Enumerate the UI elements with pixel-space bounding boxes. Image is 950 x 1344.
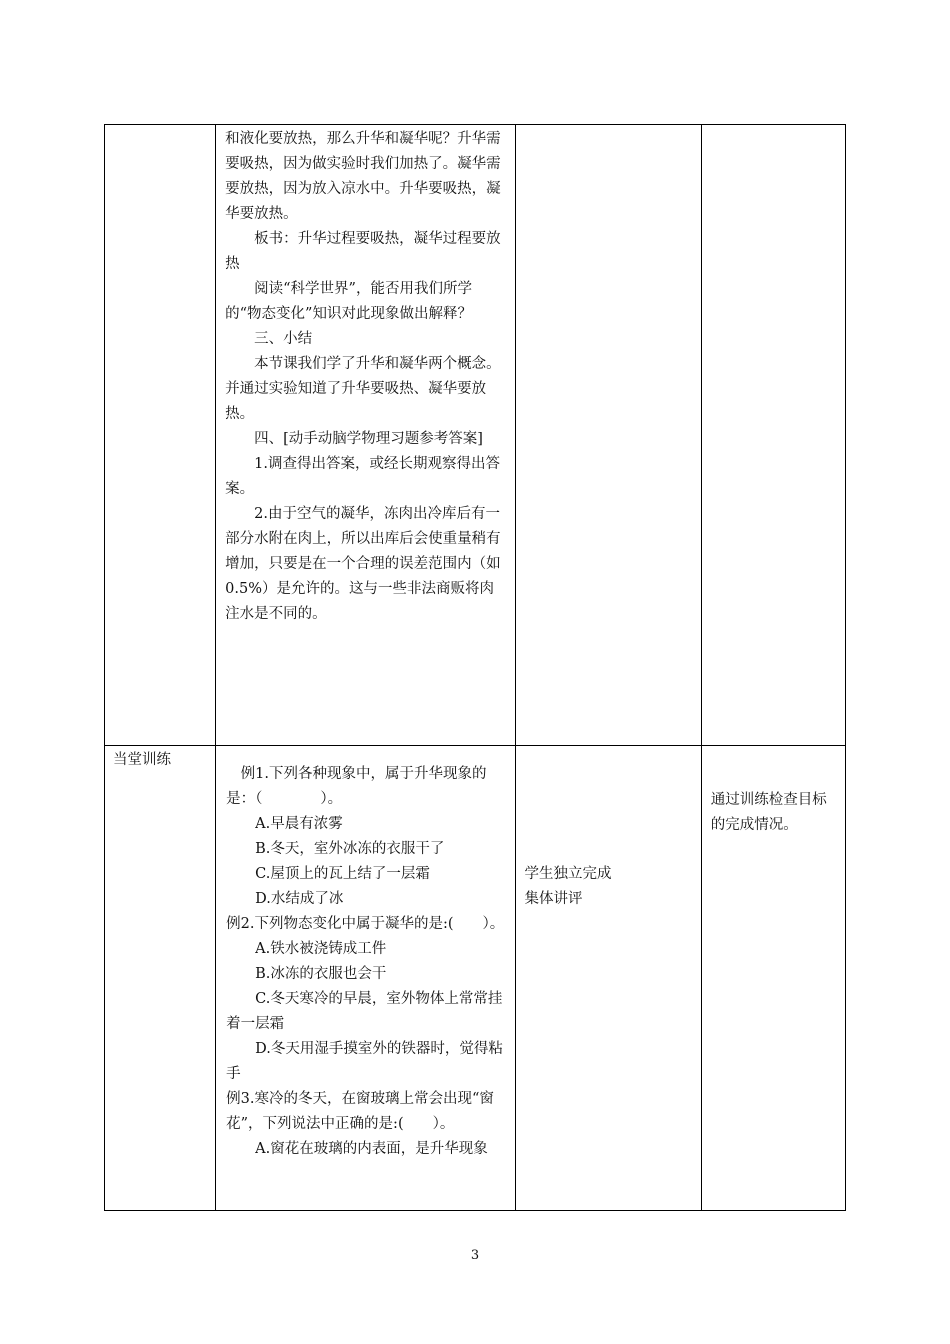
paragraph: 例2.下列物态变化中属于凝华的是:( ）。 [226,916,505,932]
paragraph: 例1.下列各种现象中，属于升华现象的是：（ ）。 [226,766,487,807]
exercise-content [216,746,514,1162]
paragraph: A.早晨有浓雾 [255,816,343,832]
paragraph: B.冰冻的衣服也会干 [255,966,387,982]
table-row [105,125,846,746]
paragraph: 1.调查得出答案，或经长期观察得出答案。 [225,456,500,497]
paragraph: 三、小结 [254,331,313,347]
stage-label: 当堂训练 [113,752,171,768]
paragraph: D.冬天用湿手摸室外的铁器时，觉得粘手 [226,1041,503,1082]
paragraph: 例3.寒冷的冬天，在窗玻璃上常会出现“窗花”，下列说法中正确的是:( ）。 [226,1091,494,1132]
stage-label-cell [105,125,216,746]
paragraph: 四、[动手动脑学物理习题参考答案] [254,431,483,447]
design-intent-cell [701,746,845,1211]
paragraph: 2.由于空气的凝华，冻肉出冷库后有一部分水附在肉上，所以出库后会使重量稍有增加，只要是在一个合理的误差范围内（如0.5%）是允许的。这与一些非法商贩将肉注水是不同的。 [225,506,501,622]
paragraph: A.铁水被浇铸成工件 [255,941,387,957]
paragraph: C.冬天寒冷的早晨，室外物体上常常挂着一层霜 [226,991,503,1032]
paragraph: B.冬天，室外冰冻的衣服干了 [255,841,445,857]
lesson-plan-table [104,124,846,1211]
page-number: 3 [470,1248,480,1263]
paragraph: 板书：升华过程要吸热，凝华过程要放热 [225,231,501,272]
paragraph: 阅读“科学世界”，能否用我们所学的“物态变化”知识对此现象做出解释？ [225,281,472,322]
paragraph: 本节课我们学了升华和凝华两个概念。并通过实验知道了升华要吸热、凝华要放热。 [225,356,501,422]
student-activity-line: 学生独立完成 [524,866,612,882]
student-activity-cell [515,125,701,746]
paragraph: C.屋顶上的瓦上结了一层霜 [255,866,430,882]
design-intent-cell [701,125,845,746]
exercise-content-cell [216,746,515,1211]
stage-label-cell [105,746,216,1211]
design-intent-text: 通过训练检查目标的完成情况。 [710,792,827,833]
paragraph: A.窗花在玻璃的内表面，是升华现象 [255,1141,488,1157]
teaching-content-cell [216,125,515,746]
student-activity-cell [515,746,701,1211]
paragraph: D.水结成了冰 [255,891,344,907]
table-row [105,746,846,1211]
paragraph: 和液化要放热，那么升华和凝华呢？升华需要吸热，因为做实验时我们加热了。凝华需要放热，因为放入凉水中。升华要吸热，凝华要放热。 [225,131,501,222]
student-activity-line: 集体讲评 [524,891,583,907]
teaching-content [216,125,514,627]
